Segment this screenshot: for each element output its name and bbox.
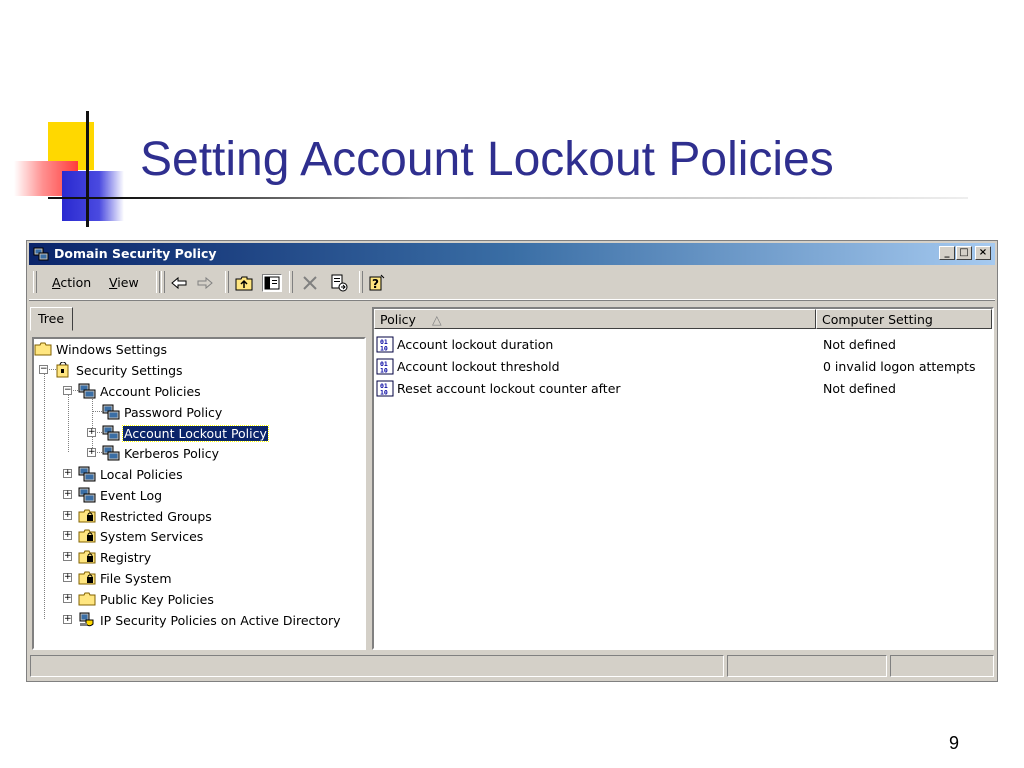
window-titlebar[interactable] [29, 243, 995, 265]
menu-view-mnemonic: V [109, 275, 118, 290]
svg-text:10: 10 [380, 366, 388, 375]
status-bar [30, 655, 994, 677]
tree-item-restricted-groups[interactable] [78, 506, 213, 526]
menu-action[interactable] [52, 275, 91, 290]
tree-item-account-lockout-policy[interactable] [102, 423, 268, 443]
column-header-computer-setting[interactable]: Computer Setting [816, 309, 992, 329]
toolbar-separator [156, 271, 160, 293]
tree-pane[interactable] [32, 337, 366, 650]
tree-item-label: Account Policies [100, 383, 201, 399]
forward-arrow-icon[interactable] [195, 274, 215, 292]
tree-item-label: File System [100, 570, 172, 586]
policy-name: Reset account lockout counter after [397, 381, 621, 396]
locked-folder-icon [78, 528, 96, 544]
page-number: 9 [949, 733, 960, 753]
policy-setting-value: Not defined [823, 337, 896, 352]
tree-item-label: System Services [100, 528, 204, 544]
sort-ascending-icon: △ [431, 312, 442, 327]
svg-text:01: 01 [380, 338, 388, 346]
menu-action-mnemonic: A [52, 275, 61, 290]
collapse-account-policies[interactable]: − [64, 385, 72, 395]
tree-item-account-policies[interactable] [78, 381, 202, 401]
toolbar-separator-4 [359, 271, 363, 293]
policy-setting-value: Not defined [823, 381, 896, 396]
menu-view[interactable] [109, 275, 139, 290]
svg-text:?: ? [372, 277, 379, 291]
policy-setting-icon [376, 358, 394, 375]
collapse-security-settings[interactable]: − [40, 364, 48, 374]
expand-ip-security-policies[interactable]: + [64, 614, 72, 624]
policy-name: Account lockout duration [397, 337, 554, 352]
table-row[interactable] [374, 356, 992, 377]
show-hide-tree-icon[interactable] [262, 274, 282, 292]
expand-system-services[interactable]: + [64, 530, 72, 540]
up-folder-icon[interactable] [234, 274, 254, 292]
expand-kerberos-policy[interactable]: + [88, 447, 96, 457]
toolbar-grip-2[interactable] [161, 271, 165, 293]
policy-computer-icon [102, 445, 120, 461]
minimize-button[interactable]: _ [939, 246, 955, 260]
expand-event-log[interactable]: + [64, 489, 72, 499]
folder-icon [34, 341, 52, 357]
policy-computer-icon [102, 425, 120, 441]
table-row[interactable] [374, 334, 992, 355]
tree-item-label: Event Log [100, 487, 163, 503]
status-cell-3 [890, 655, 994, 677]
expand-restricted-groups[interactable]: + [64, 510, 72, 520]
tree-connector [68, 389, 69, 452]
decor-vertical-line [86, 111, 89, 227]
tree-connector [92, 399, 93, 452]
delete-icon[interactable] [300, 274, 320, 292]
policy-computer-icon [78, 383, 96, 399]
locked-folder-icon [78, 549, 96, 565]
folder-icon [78, 591, 96, 607]
window-title: Domain Security Policy [54, 246, 217, 261]
toolbar-separator-3 [289, 271, 293, 293]
tree-item-kerberos-policy[interactable] [102, 443, 220, 463]
policy-setting-value: 0 invalid logon attempts [823, 359, 976, 374]
help-icon[interactable] [367, 274, 387, 292]
tree-item-system-services[interactable] [78, 526, 204, 546]
table-row[interactable] [374, 378, 992, 399]
tree-item-label: Account Lockout Policy [124, 425, 267, 441]
expand-file-system[interactable]: + [64, 572, 72, 582]
maximize-button[interactable]: □ [956, 246, 972, 260]
tree-item-event-log[interactable] [78, 485, 163, 505]
tree-item-label: Public Key Policies [100, 591, 214, 607]
tree-connector [44, 369, 45, 619]
locked-folder-icon [78, 570, 96, 586]
svg-text:10: 10 [380, 388, 388, 397]
tree-item-label: IP Security Policies on Active Directory [100, 612, 341, 628]
tree-item-label: Kerberos Policy [124, 445, 219, 461]
menu-view-label: iew [117, 275, 139, 290]
tree-item-label: Restricted Groups [100, 508, 212, 524]
expand-local-policies[interactable]: + [64, 468, 72, 478]
expand-public-key-policies[interactable]: + [64, 593, 72, 603]
locked-folder-icon [78, 508, 96, 524]
svg-text:01: 01 [380, 382, 388, 390]
svg-text:01: 01 [380, 360, 388, 368]
menu-action-label: ction [60, 275, 92, 290]
tree-item-label: Registry [100, 549, 152, 565]
svg-text:10: 10 [380, 344, 388, 353]
policy-computer-icon [78, 487, 96, 503]
status-cell-main [30, 655, 724, 677]
toolbar-separator-2 [225, 271, 229, 293]
tree-item-ip-security-policies[interactable] [78, 610, 342, 630]
expand-registry[interactable]: + [64, 551, 72, 561]
tree-item-label: Security Settings [76, 362, 183, 378]
policy-computer-icon [102, 404, 120, 420]
policy-computer-icon [78, 466, 96, 482]
tree-item-label: Local Policies [100, 466, 183, 482]
tree-item-password-policy[interactable] [102, 402, 223, 422]
tree-item-public-key-policies[interactable] [78, 589, 215, 609]
tree-item-windows-settings[interactable] [34, 339, 168, 359]
policy-setting-icon [376, 336, 394, 353]
tree-item-local-policies[interactable] [78, 464, 184, 484]
close-button[interactable]: × [975, 246, 991, 260]
status-cell-2 [727, 655, 887, 677]
security-settings-icon [54, 362, 72, 378]
policy-name: Account lockout threshold [397, 359, 560, 374]
tree-item-label: Windows Settings [56, 341, 168, 357]
column-header-policy[interactable] [374, 309, 816, 329]
expand-account-lockout-policy[interactable]: + [88, 427, 96, 437]
tree-item-security-settings[interactable] [54, 360, 184, 380]
tree-item-file-system[interactable] [78, 568, 173, 588]
export-list-icon[interactable] [329, 274, 349, 292]
policy-setting-icon [376, 380, 394, 397]
toolbar [29, 267, 995, 300]
tree-item-label: Password Policy [124, 404, 223, 420]
domain-security-policy-window [26, 240, 998, 682]
decor-horizontal-rule [48, 197, 968, 199]
back-arrow-icon[interactable] [169, 274, 189, 292]
policy-computer-icon [33, 246, 49, 262]
tree-item-registry[interactable] [78, 547, 152, 567]
slide-title: Setting Account Lockout Policies [140, 133, 834, 186]
tab-tree[interactable]: Tree [30, 307, 73, 331]
column-header-policy-label: Policy [380, 312, 416, 327]
toolbar-grip[interactable] [33, 271, 37, 293]
policy-list-pane[interactable] [372, 307, 994, 650]
ip-security-icon [78, 612, 96, 628]
decor-blue-square [62, 171, 124, 221]
